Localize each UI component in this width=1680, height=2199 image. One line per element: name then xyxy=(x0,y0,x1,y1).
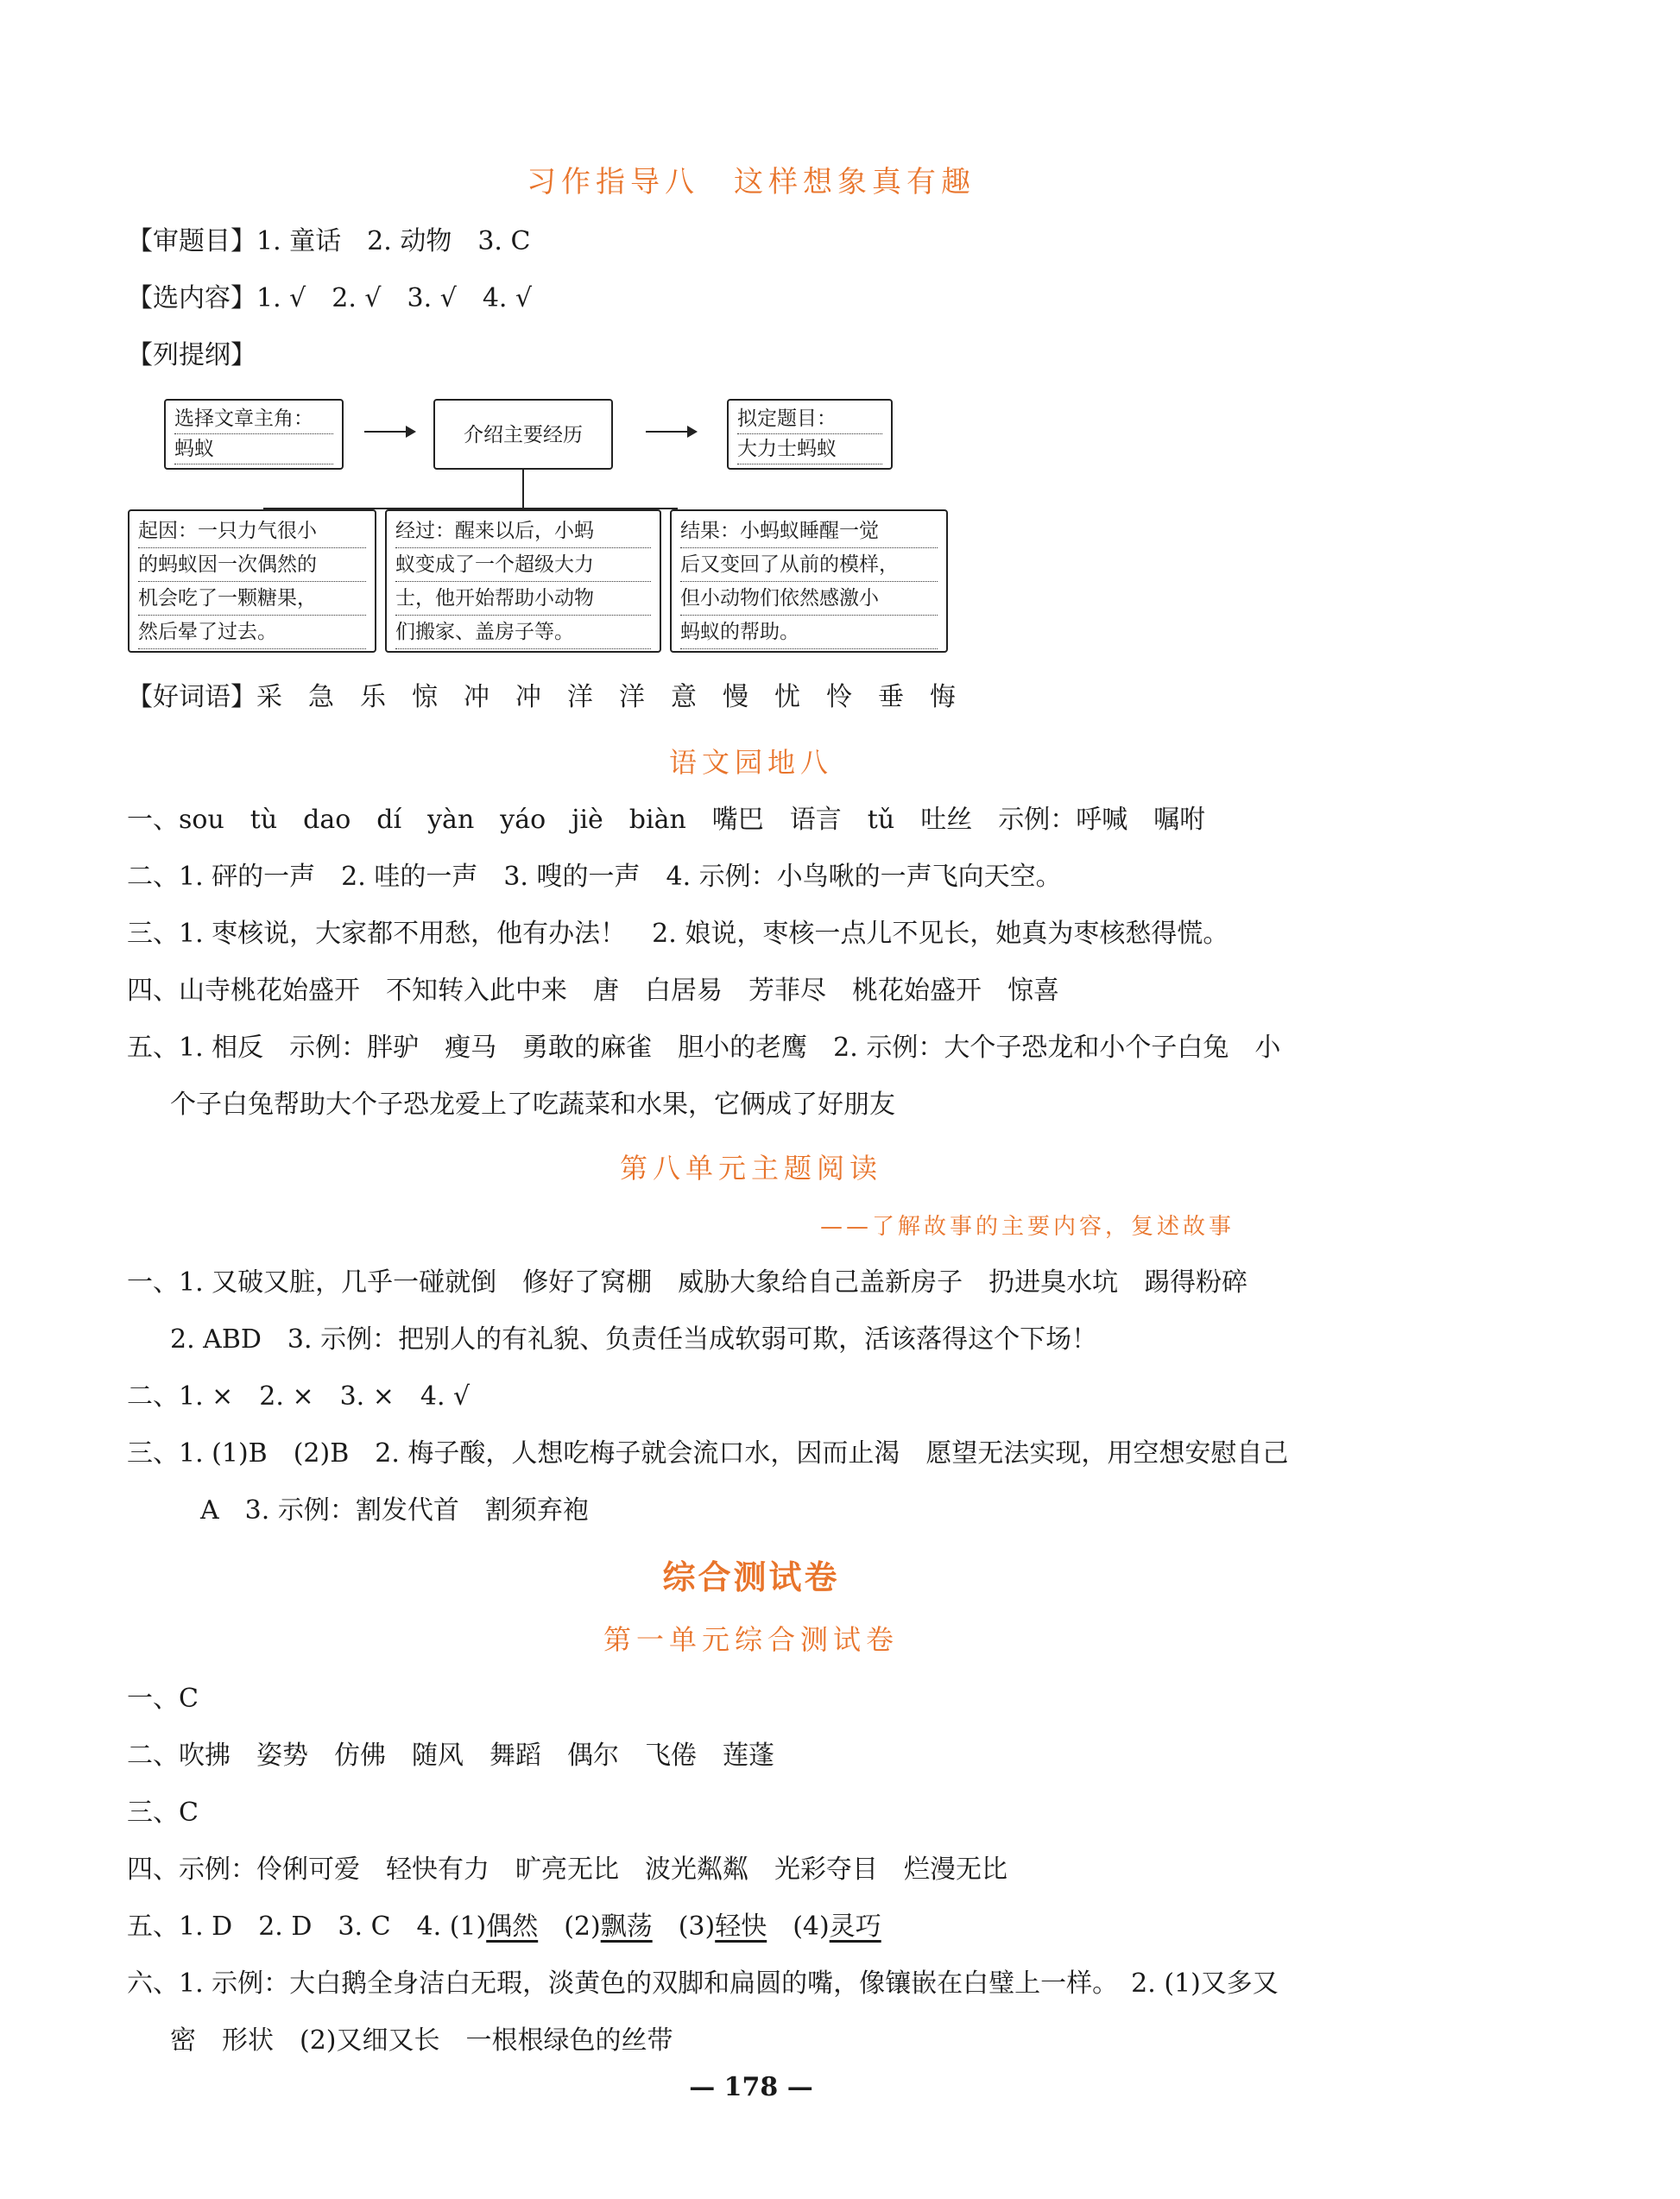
diagram-box-line: 士，他开始帮助小动物 xyxy=(395,582,651,616)
text-line xyxy=(127,1910,881,1944)
diagram-box-line: 机会吃了一颗糖果， xyxy=(138,582,366,616)
text-line: 三、1. (1)B (2)B 2. 梅子酸，人想吃梅子就会流口水，因而止渴 愿望无法实现，用空想安慰自己 xyxy=(127,1438,1289,1469)
text-line: 一、sou tù dao dí yàn yáo jiè biàn 嘴巴 语言 tǔ 吐丝 示例：呼喊 嘱咐 xyxy=(127,805,1206,835)
text-line: 一、1. 又破又脏，几乎一碰就倒 修好了窝棚 威胁大象给自己盖新房子 扔进臭水坑 踢得粉碎 xyxy=(127,1267,1248,1298)
diagram-box-line: 起因：一只力气很小 xyxy=(138,515,366,548)
page-number: — 178 — xyxy=(689,2072,813,2102)
diagram-box-line: 但小动物们依然感激小 xyxy=(680,582,938,616)
text-segment: 五、1. D 2. D 3. C 4. (1) xyxy=(127,1911,487,1942)
diagram-box-line: 大力士蚂蚁 xyxy=(737,434,882,464)
diagram-box-line: 经过：醒来以后，小蚂 xyxy=(395,515,651,548)
text-segment: (3) xyxy=(652,1911,716,1942)
underlined-answer: 灵巧 xyxy=(829,1911,881,1942)
text-line: A 3. 示例：割发代首 割须弃袍 xyxy=(200,1495,589,1526)
text-line: 2. ABD 3. 示例：把别人的有礼貌、负责任当成软弱可欺，活该落得这个下场！ xyxy=(170,1324,1098,1355)
diagram-box-result xyxy=(670,509,948,653)
text-line: 五、1. 相反 示例：胖驴 瘦马 勇敢的麻雀 胆小的老鹰 2. 示例：大个子恐龙和小个子白兔 小 xyxy=(127,1033,1281,1063)
text-line: 一、C xyxy=(127,1684,199,1714)
text-segment: (4) xyxy=(767,1911,830,1942)
text-line: 三、C xyxy=(127,1798,199,1828)
arrow-right-icon xyxy=(646,431,696,433)
diagram-box-title xyxy=(727,399,893,470)
underlined-answer: 偶然 xyxy=(486,1911,539,1942)
diagram-box-protagonist xyxy=(164,399,344,470)
text-line: 二、1. 砰的一声 2. 哇的一声 3. 嗖的一声 4. 示例：小鸟啾的一声飞向天空。 xyxy=(127,862,1062,892)
underlined-answer: 轻快 xyxy=(715,1911,767,1942)
diagram-box-line: 后又变回了从前的模样， xyxy=(680,548,938,582)
diagram-box-cause xyxy=(128,509,376,653)
arrow-right-icon xyxy=(364,431,414,433)
underlined-answer: 飘荡 xyxy=(600,1911,653,1942)
section-title-comprehensive-test: 综合测试卷 xyxy=(662,1558,840,1596)
section-title-writing-guide: 习作指导八 这样想象真有趣 xyxy=(527,165,976,199)
section-title-unit1-test: 第一单元综合测试卷 xyxy=(603,1623,899,1656)
diagram-box-line: 结果：小蚂蚁睡醒一觉 xyxy=(680,515,938,548)
text-line: 二、吹拂 姿势 仿佛 随风 舞蹈 偶尔 飞倦 莲蓬 xyxy=(127,1741,774,1771)
diagram-box-line: 蚂蚁的帮助。 xyxy=(680,616,938,649)
section-subtitle: ——了解故事的主要内容，复述故事 xyxy=(819,1214,1235,1240)
section-title-garden: 语文园地八 xyxy=(668,746,833,779)
diagram-box-line: 拟定题目： xyxy=(737,404,882,434)
text-line: 四、山寺桃花始盛开 不知转入此中来 唐 白居易 芳菲尽 桃花始盛开 惊喜 xyxy=(127,976,1059,1006)
diagram-box-line: 然后晕了过去。 xyxy=(138,616,366,649)
text-line: 密 形状 (2)又细又长 一根根绿色的丝带 xyxy=(170,2025,673,2056)
text-line: 【选内容】1. √ 2. √ 3. √ 4. √ xyxy=(127,283,533,313)
text-line: 【列提纲】 xyxy=(127,340,256,370)
section-title-theme-reading: 第八单元主题阅读 xyxy=(619,1152,882,1185)
diagram-box-line: 的蚂蚁因一次偶然的 xyxy=(138,548,366,582)
text-line: 六、1. 示例：大白鹅全身洁白无瑕，淡黄色的双脚和扁圆的嘴，像镶嵌在白璧上一样。 2. (1)又多又 xyxy=(127,1968,1279,1999)
text-line: 四、示例：伶俐可爱 轻快有力 旷亮无比 波光粼粼 光彩夺目 烂漫无比 xyxy=(127,1855,1007,1885)
diagram-box-line: 介绍主要经历 xyxy=(464,424,583,446)
diagram-box-process xyxy=(385,509,661,653)
diagram-box-experience xyxy=(433,399,613,470)
diagram-box-line: 选择文章主角： xyxy=(174,404,333,434)
text-line: 【好词语】采 急 乐 惊 冲 冲 洋 洋 意 慢 忧 怜 垂 悔 xyxy=(127,682,956,712)
text-line: 二、1. × 2. × 3. × 4. √ xyxy=(127,1381,471,1412)
diagram-box-line: 蚂蚁 xyxy=(174,434,333,464)
text-line: 三、1. 枣核说，大家都不用愁，他有办法！ 2. 娘说，枣核一点儿不见长，她真为枣核愁得慌。 xyxy=(127,919,1229,949)
diagram-box-line: 蚁变成了一个超级大力 xyxy=(395,548,651,582)
diagram-box-line: 们搬家、盖房子等。 xyxy=(395,616,651,649)
text-line: 【审题目】1. 童话 2. 动物 3. C xyxy=(127,226,531,256)
text-segment: (2) xyxy=(538,1911,601,1942)
text-line: 个子白兔帮助大个子恐龙爱上了吃蔬菜和水果，它俩成了好朋友 xyxy=(170,1090,895,1120)
